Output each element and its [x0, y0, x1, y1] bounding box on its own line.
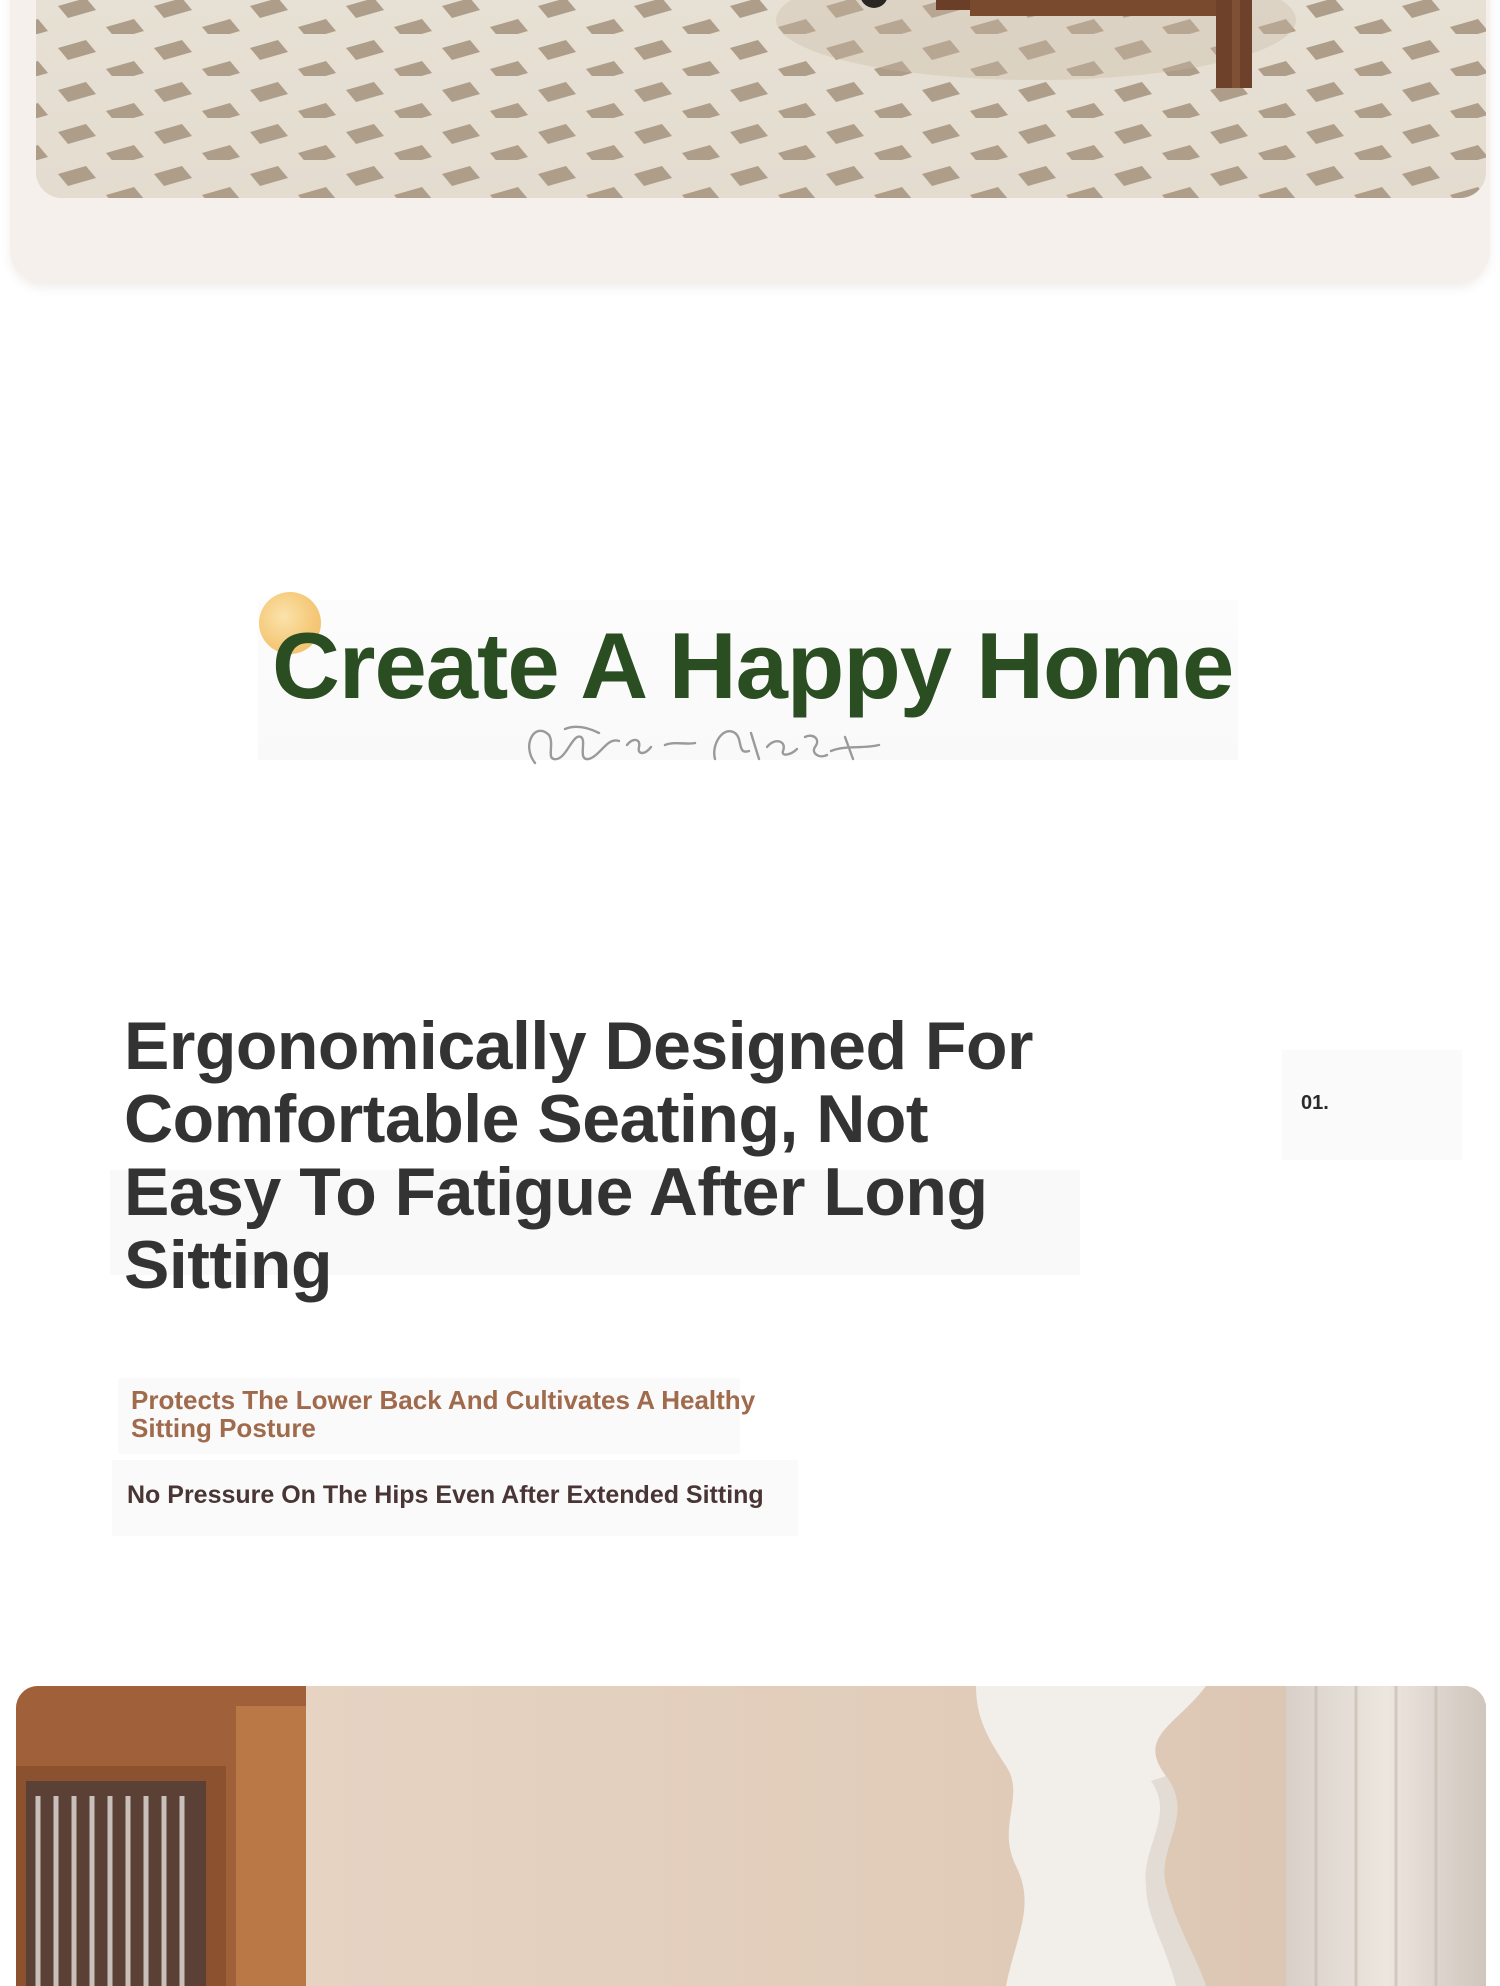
rug-photo: [36, 0, 1486, 198]
signature-icon: [515, 715, 925, 775]
feature-subtitle: Protects The Lower Back And Cultivates A Healthy Sitting Posture: [131, 1385, 756, 1443]
feature-description: No Pressure On The Hips Even After Extended Sitting: [127, 1481, 764, 1509]
feature-number: 01.: [1301, 1092, 1329, 1114]
feature-title: Ergonomically Designed For Comfortable Seating, Not Easy To Fatigue After Long Sitting: [124, 1008, 1033, 1303]
interior-photo: [16, 1686, 1486, 1986]
rug-photo-card: [10, 0, 1490, 284]
hero-heading: Create A Happy Home: [272, 613, 1234, 718]
